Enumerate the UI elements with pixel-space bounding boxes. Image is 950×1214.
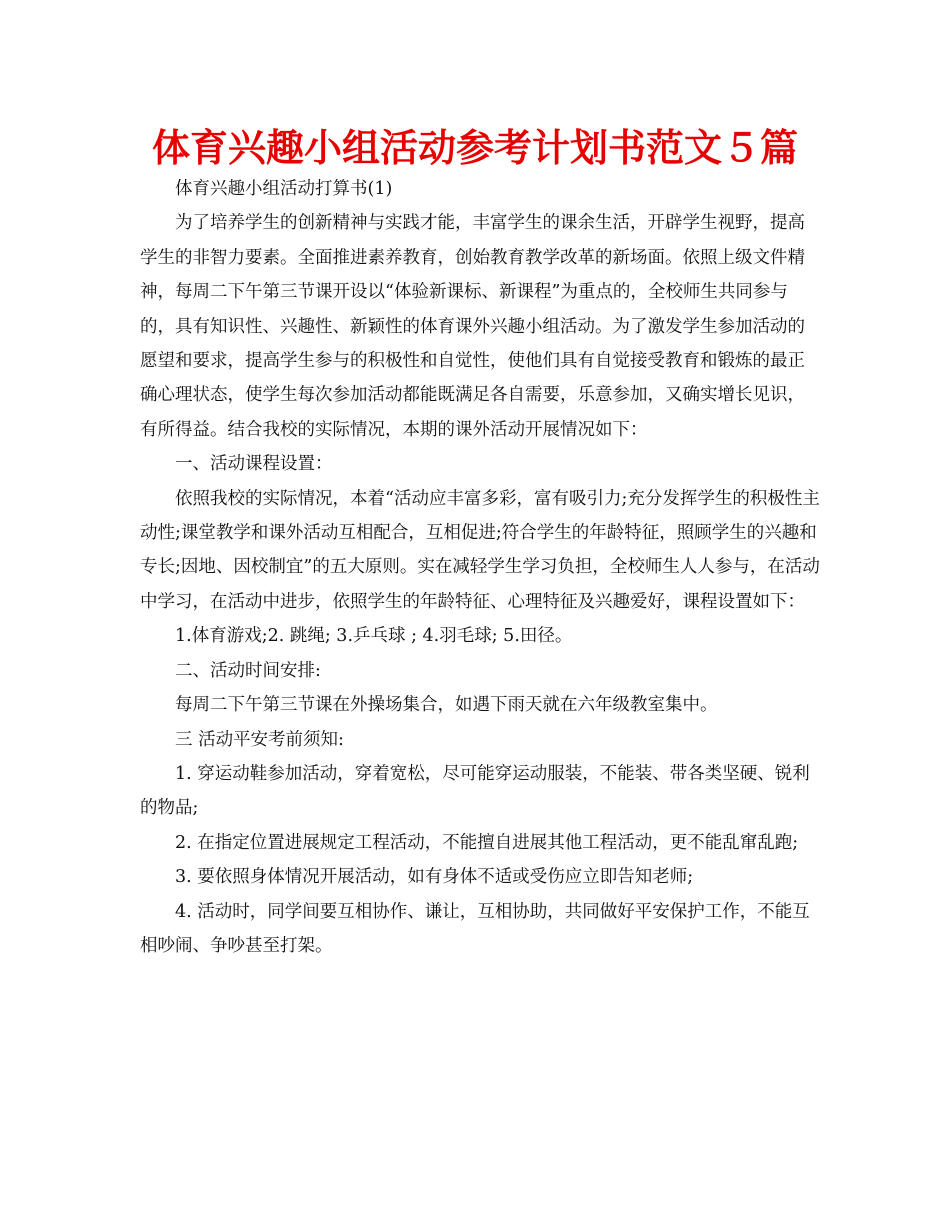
paragraph-intro: 为了培养学生的创新精神与实践才能，丰富学生的课余生活，开辟学生视野，提高学生的非智力要素。全面推进素养教育，创始教育教学改革的新场面。依照上级文件精神，每周二下午第三节课开设以“体验新课标、新课程”为重点的，全校师生共同参与的，具有知识性、兴趣性、新颖性的体育课外兴趣小组活动。为了激发学生参加活动的愿望和要求，提高学生参与的积极性和自觉性，使他们具有自觉接受教育和锻炼的最正确心理状态，使学生每次参加活动都能既满足各自需要，乐意参加，又确实增长见识，有所得益。结合我校的实际情况，本期的课外活动开展情况如下： <box>140 213 805 440</box>
section-heading-course-setup: 一、活动课程设置： <box>175 454 333 475</box>
document-subtitle: 体育兴趣小组活动打算书(1) <box>175 179 393 199</box>
document-body <box>140 172 820 963</box>
document-title: 体育兴趣小组活动参考计划书范文５篇 <box>151 126 798 170</box>
safety-item: 4. 活动时，同学间要互相协作、谦让，互相协助，共同做好平安保护工作，不能互相吵闹、争吵甚至打架。 <box>140 901 810 956</box>
paragraph-course-principles: 依照我校的实际情况，本着“活动应丰富多彩，富有吸引力;充分发挥学生的积极性主动性;课堂教学和课外活动互相配合，互相促进;符合学生的年龄特征，照顾学生的兴趣和专长;因地、因校制宜”的五大原则。实在减轻学生学习负担，全校师生人人参与，在活动中学习，在活动中进步，依照学生的年龄特征、心理特征及兴趣爱好，课程设置如下： <box>140 488 820 612</box>
section-heading-schedule: 二、活动时间安排: <box>175 660 321 681</box>
safety-item: 2. 在指定位置进展规定工程活动，不能擅自进展其他工程活动，更不能乱窜乱跑; <box>175 832 799 853</box>
paragraph-schedule: 每周二下午第三节课在外操场集合，如遇下雨天就在六年级教室集中。 <box>175 695 718 716</box>
paragraph-course-list: 1.体育游戏;2. 跳绳; 3.乒乓球 ; 4.羽毛球; 5.田径。 <box>175 626 573 647</box>
safety-item: 3. 要依照身体情况开展活动，如有身体不适或受伤应立即告知老师; <box>175 867 694 888</box>
section-heading-safety: 三 活动平安考前须知: <box>175 729 344 750</box>
safety-item: 1. 穿运动鞋参加活动，穿着宽松，尽可能穿运动服装，不能装、带各类坚硬、锐利的物品; <box>140 763 810 819</box>
